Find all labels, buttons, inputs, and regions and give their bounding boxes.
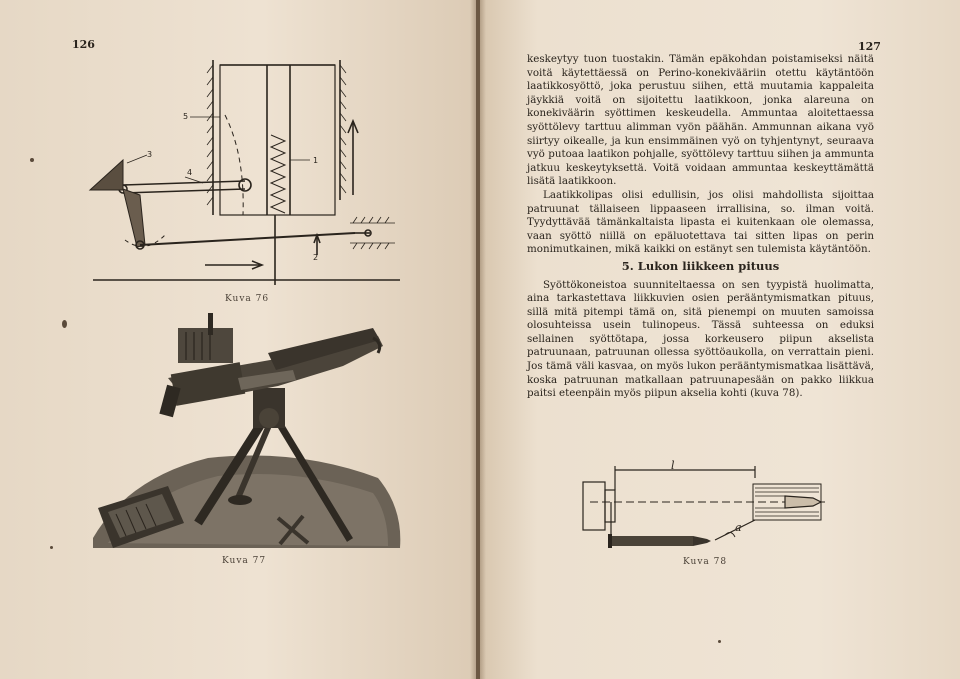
page-speck [718,640,721,643]
page-speck [50,546,53,549]
right-page-number: 127 [858,40,881,53]
figure-76-diagram [85,55,405,295]
figure-76-label-1: 1 [313,156,319,165]
paragraph-1: keskeytyy tuon tuostakin. Tämän epäkohdan poistamiseksi näitä voitä käytettäessä on Perino-konekivääriin otettu käytäntöön laatikkosyöttö, joka perustuu siihen, että muutamia kappaleita jäykkiä voitä on sijoitettu laatikkoon, jonka alareuna on konekiväärin syöttimen keskeudella. Ammuntaa aloitettaessa syöttölevy tarttuu alimman vyön päähän. Ammunnan aikana vyö siirtyy oikealle, ja kun ensimmäinen vyö on tyhjentynyt, seuraava vyö putoaa laatikon pohjalle, syöttölevy tarttuu siihen ja ammunta jatkuu keskeytyksettä. Voitä voidaan ammuntaa keskeyttämättä lisätä laatikkoon. [527,53,874,188]
section-heading: 5. Lukon liikkeen pituus [621,258,780,273]
figure-78-caption: Kuva 78 [683,557,728,567]
paragraph-2: Laatikkolipas olisi edullisin, jos olisi mahdollista sijoittaa patruunat tällaiseen lippaaseen irrallisina, so. ilman voitä. Tyydyttävää tämänkaltaista lipasta ei kuitenkaan ole olemassa, vaan syöttö niillä on epäluotettava tai sitten lipas on perin monimutkainen, mikä kaikki on estänyt sen tulemista käytäntöön. [527,188,874,256]
figure-77-caption: Kuva 77 [222,556,267,566]
left-page-number: 126 [72,38,95,51]
page-speck [30,158,34,162]
book-gutter [470,0,486,679]
figure-76-label-5: 5 [183,112,189,121]
paragraph-3: Syöttökoneistoa suunniteltaessa on sen tyypistä huolimatta, aina tarkastettava liikkuvien osien perääntymismatkan pituus, sillä mitä pitempi tämä on, sitä pienempi on muuten samoissa olosuhteissa usein tulinopeus. Tässä suhteessa on eduksi sellainen syöttötapa, jossa korkeusero piipun akselista patruunaan, patruunan ollessa syöttöaukolla, on verrattain pieni. Jos tämä väli kasvaa, on myös lukon perääntymismatkaa lisättävä, koska patruunan matkallaan patruunapesään on pakko liikkua paitsi eteenpäin myös piipun akselia kohti (kuva 78). [527,278,874,400]
figure-76-label-3: 3 [147,150,153,159]
figure-76-label-2: 2 [313,253,319,262]
figure-77-photo [88,308,408,554]
figure-78-label-l: l [671,460,675,472]
figure-76-caption: Kuva 76 [225,294,270,304]
figure-76-label-4: 4 [187,168,193,177]
figure-78-diagram [575,460,835,555]
page-speck [62,320,67,328]
figure-78-label-a: a [735,521,742,534]
right-page-body [527,53,874,401]
